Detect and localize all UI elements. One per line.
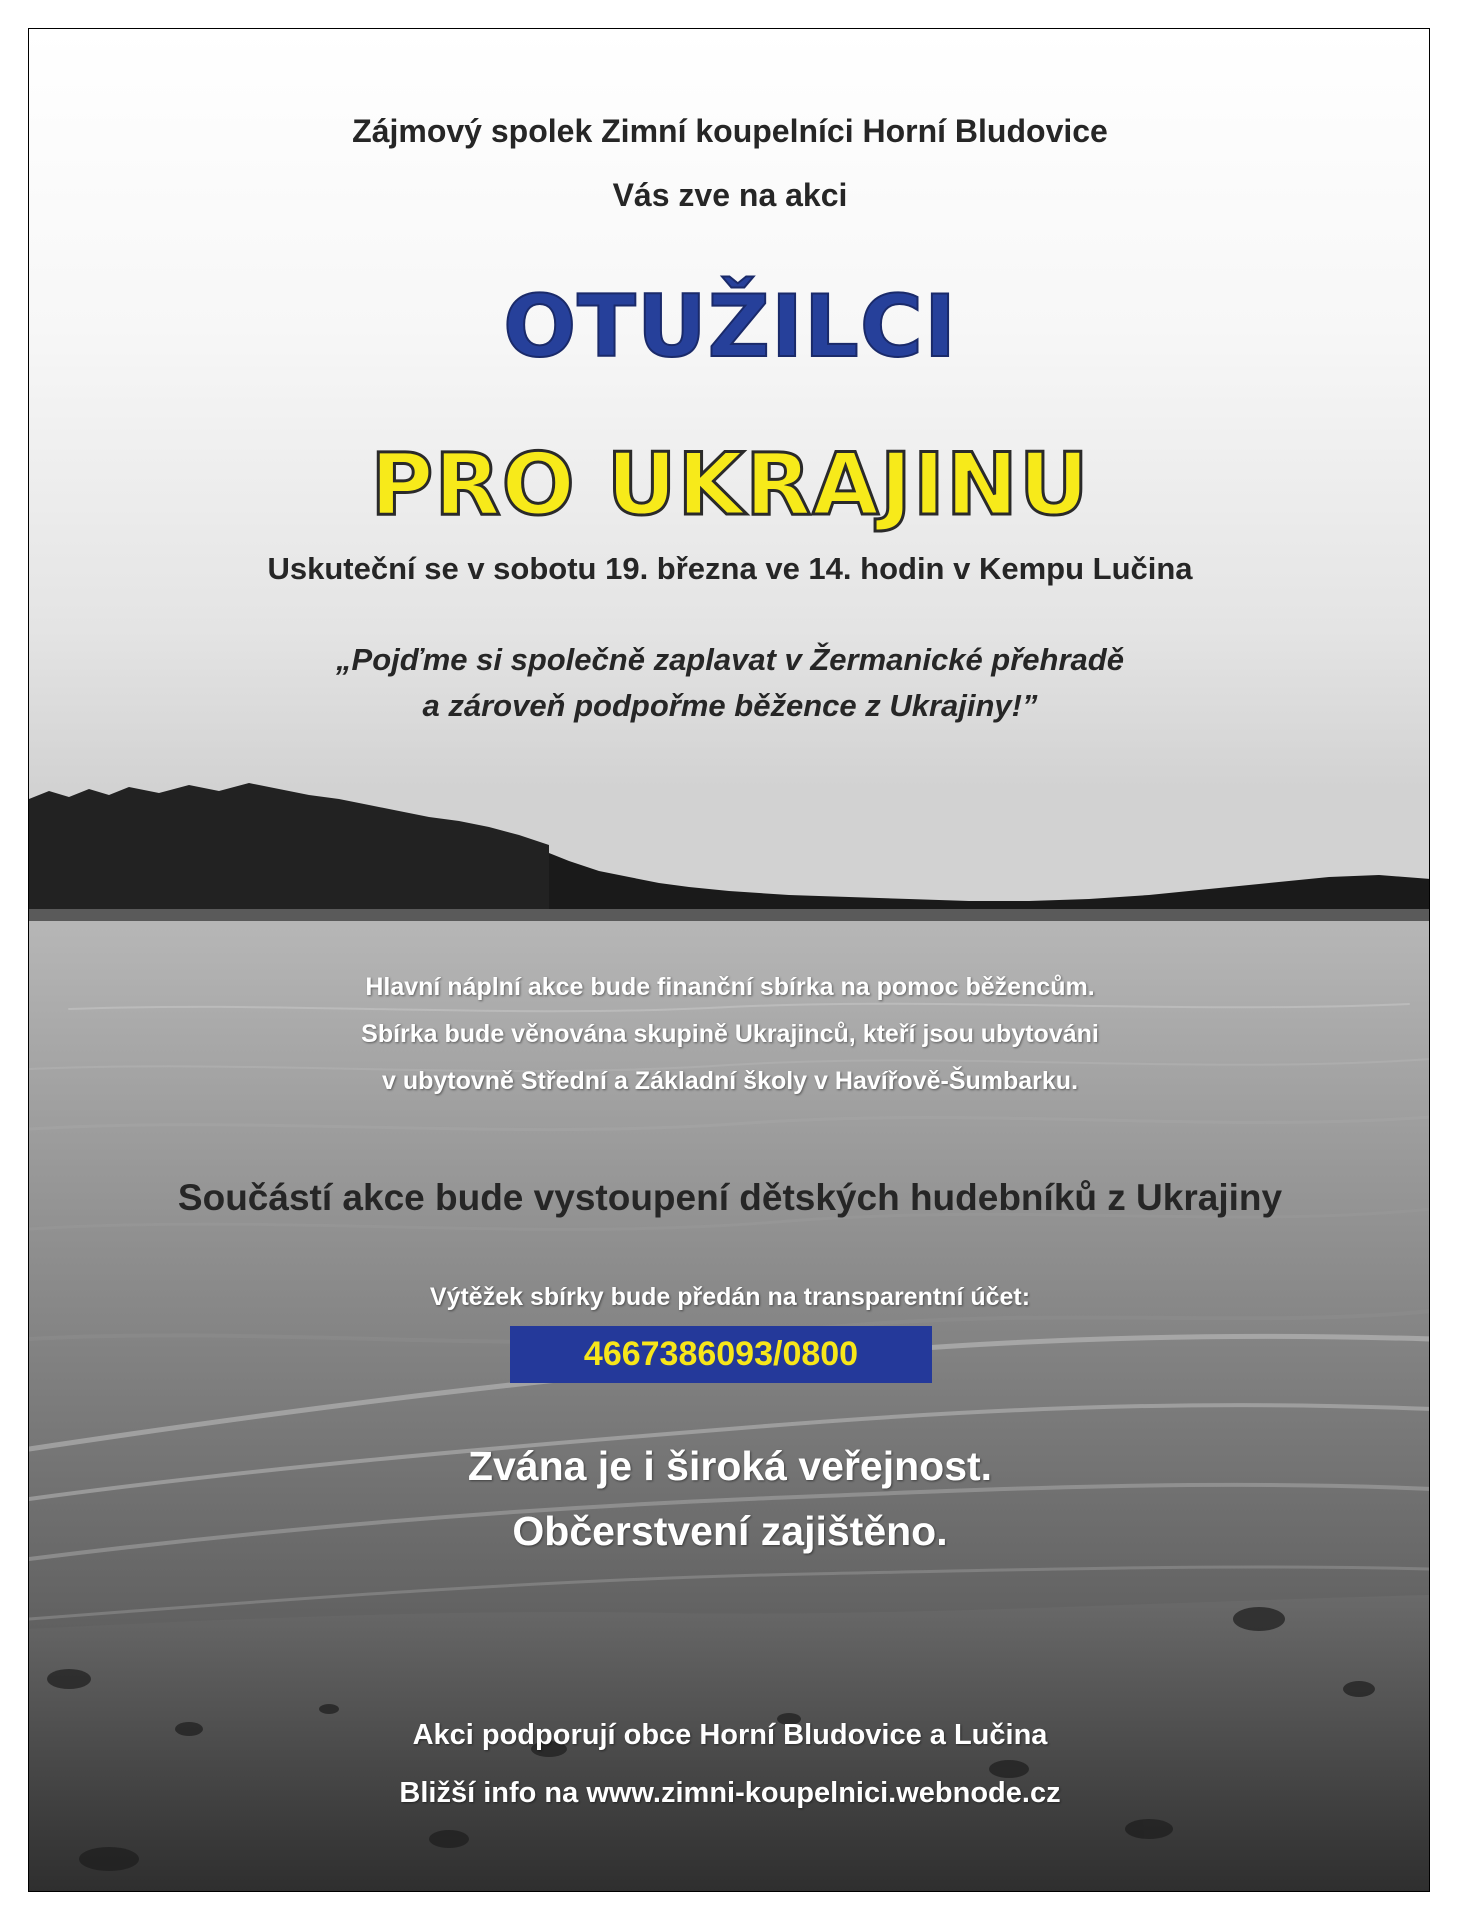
tree-line-texture <box>29 783 549 917</box>
quote-line1: „Pojďme si společně zaplavat v Žermanické přehradě <box>336 642 1124 677</box>
event-title-line2: PRO UKRAJINU <box>370 435 1090 535</box>
invitation-line: Vás zve na akci <box>612 177 848 213</box>
event-poster <box>28 28 1430 1892</box>
event-date-place: Uskuteční se v sobotu 19. března ve 14. hodin v Kempu Lučina <box>267 551 1193 586</box>
sponsors-line: Akci podporují obce Horní Bludovice a Lučina <box>412 1719 1048 1751</box>
quote-line2: a zároveň podpořme běžence z Ukrajiny!” <box>422 688 1038 723</box>
event-title-line1: OTUŽILCI <box>503 277 957 377</box>
proceeds-note: Výtěžek sbírky bude předán na transparentní účet: <box>429 1283 1031 1311</box>
website-info: Bližší info na www.zimni-koupelnici.webnode.cz <box>399 1777 1061 1809</box>
bank-account-number: 4667386093/0800 <box>510 1326 932 1383</box>
info-line2: Sbírka bude věnována skupině Ukrajinců, kteří jsou ubytováni <box>361 1020 1099 1048</box>
music-performance-note: Součástí akce bude vystoupení dětských hudebníků z Ukrajiny <box>177 1177 1283 1218</box>
public-invitation: Zvána je i široká veřejnost. <box>467 1443 993 1489</box>
organizer-name: Zájmový spolek Zimní koupelníci Horní Bludovice <box>352 113 1108 149</box>
refreshments-note: Občerstvení zajištěno. <box>512 1508 948 1554</box>
info-line3: v ubytovně Střední a Základní školy v Havířově-Šumbarku. <box>381 1067 1079 1095</box>
far-shore <box>29 909 1430 921</box>
info-line1: Hlavní náplní akce bude finanční sbírka na pomoc běžencům. <box>365 973 1095 1001</box>
